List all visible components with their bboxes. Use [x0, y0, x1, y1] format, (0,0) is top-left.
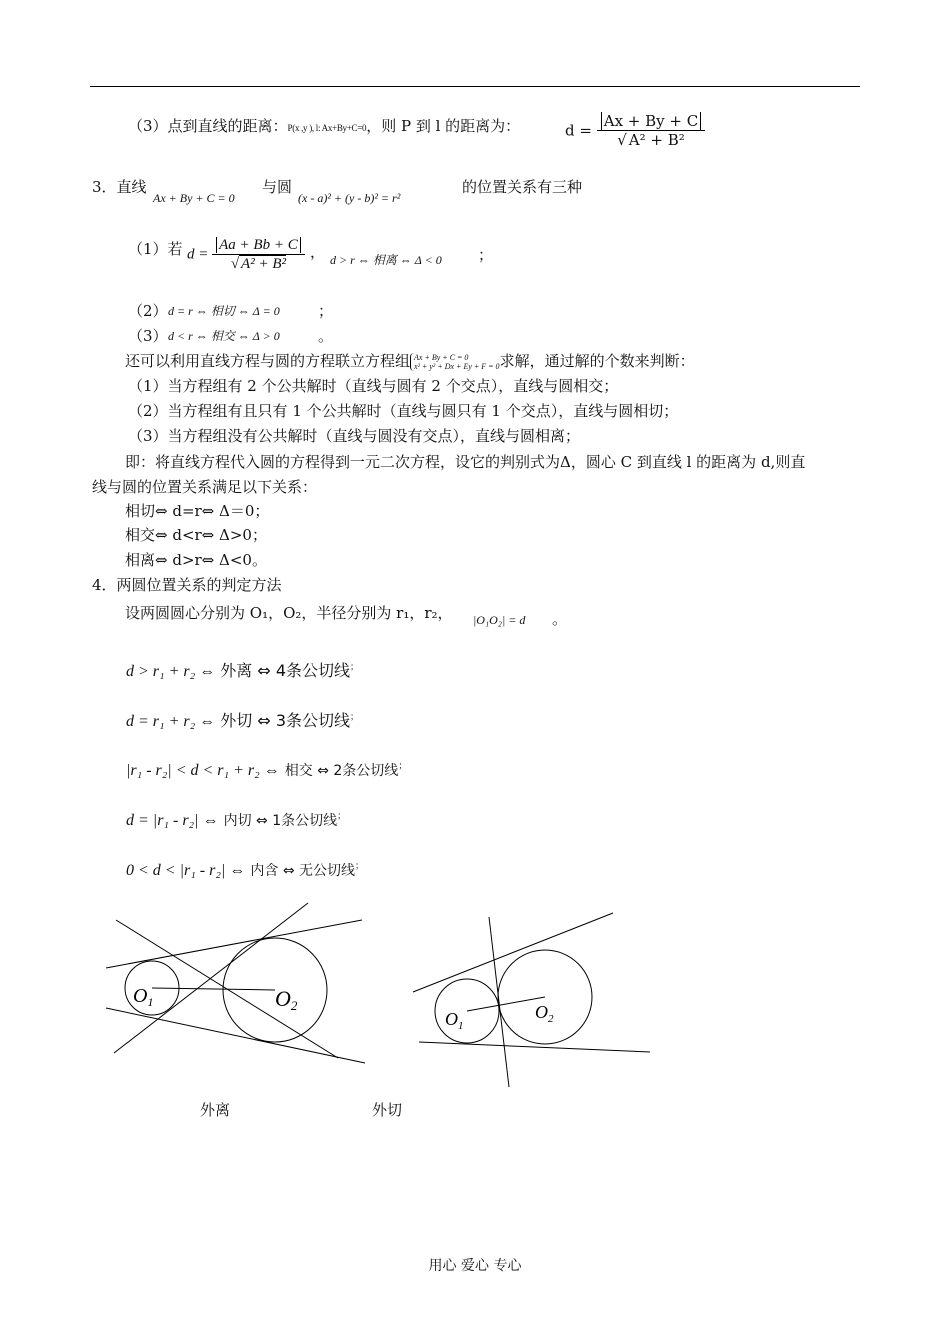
case1-label: （1）若	[128, 240, 183, 258]
section4-title: 4．两圆位置关系的判定方法	[92, 576, 282, 594]
explain-line-1: 即：将直线方程代入圆的方程得到一元二次方程，设它的判别式为Δ，圆心 C 到直线 l 的距离为 d,则直	[125, 453, 806, 471]
circle-rel-text: 内切 ⇔ 1条公切线	[223, 813, 338, 829]
label-o2: O2	[275, 986, 298, 1013]
system-eq1: Ax + By + C = 0	[414, 353, 469, 362]
tangent-line	[116, 920, 338, 1058]
circle-rel-contain	[126, 860, 364, 880]
circle-rel-math: d > r₁ + r₂ ⇔	[126, 663, 216, 680]
case1-end: ；	[478, 246, 494, 264]
rel-item-intersect: 相交⇔ d<r⇔ Δ>0；	[125, 526, 267, 544]
label-o1: $O_1$	[445, 1009, 464, 1032]
circle-rel-end: ；	[337, 811, 347, 822]
section4-eq-end: 。	[552, 610, 568, 628]
system-eq2: x² + y² + Dx + Ey + F = 0	[414, 362, 500, 371]
rel-item-separate: 相离⇔ d>r⇔ Δ<0。	[125, 551, 267, 569]
circle-rel-ext-tangent	[126, 711, 359, 731]
circle-rel-end: ；	[398, 761, 408, 772]
distance-fraction: $\frac{Ax + By + C}{\text{√ A² + B²}}$	[597, 112, 705, 149]
distance-denominator: A² + B²	[628, 131, 685, 149]
center-line	[152, 988, 275, 990]
tangent-line	[489, 917, 509, 1087]
equation-system	[410, 353, 500, 371]
sys-item-1: （1）当方程组有 2 个公共解时（直线与圆有 2 个交点），直线与圆相交；	[128, 377, 619, 395]
page-footer: 用心 爱心 专心	[428, 1258, 522, 1274]
caption-tangent: 外切	[372, 1101, 403, 1119]
line-equation: Ax + By + C = 0	[153, 191, 235, 205]
item3-line	[128, 117, 520, 135]
circle-rel-text: 相交 ⇔ 2条公切线	[284, 763, 399, 779]
case3-relation: d < r ⇔ 相交 ⇔ Δ > 0	[168, 329, 280, 343]
header-rule	[90, 86, 860, 87]
sys-item-2: （2）当方程组有且只有 1 个公共解时（直线与圆只有 1 个交点），直线与圆相切；	[128, 402, 679, 420]
tangent-line	[106, 1008, 365, 1063]
case2-end: ；	[318, 302, 334, 320]
section3-prefix: 3．直线	[92, 178, 147, 196]
label-o1: $O_1$	[133, 985, 154, 1009]
circle-rel-math: d = |r₁ - r₂| ⇔	[126, 812, 219, 829]
explain-line-2: 线与圆的位置关系满足以下关系：	[92, 478, 318, 496]
case1-comma: ，	[310, 243, 326, 261]
system-prefix: 还可以利用直线方程与圆的方程联立方程组	[125, 352, 411, 370]
item3-mid: ，则 P 到 l 的距离为：	[366, 117, 521, 135]
case1-fraction: $\frac{Aa + Bb + C}{\text{√ A² + B²}}$	[212, 236, 305, 273]
circle-rel-text: 内含 ⇔ 无公切线	[250, 863, 356, 879]
circle-rel-text: 外切 ⇔ 3条公切线	[220, 711, 351, 730]
circle-rel-end: ；	[350, 712, 360, 723]
section4-eq: |O₁O₂| = d	[473, 613, 526, 627]
system-suffix: 求解，通过解的个数来判断：	[499, 352, 695, 370]
circle-rel-math: 0 < d < |r₁ - r₂| ⇔	[126, 862, 246, 879]
case3-label: （3）	[128, 327, 168, 345]
case1-numerator: Aa + Bb + C	[216, 237, 301, 253]
section4-intro: 设两圆圆心分别为 O₁，O₂，半径分别为 r₁，r₂，	[125, 604, 453, 622]
section3-suffix: 的位置关系有三种	[462, 178, 583, 196]
case1-relation: d > r ⇔ 相离 ⇔ Δ < 0	[330, 253, 442, 267]
circle-rel-intersect	[126, 760, 407, 780]
circle-rel-end: ；	[355, 861, 365, 872]
case1-denominator: A² + B²	[241, 256, 286, 272]
system-line	[125, 352, 695, 371]
caption-separate: 外离	[200, 1101, 231, 1119]
figure-separate	[100, 898, 375, 1068]
case2-label: （2）	[128, 302, 168, 320]
item3-given: P(x ,y ), l: Ax+By+C=0	[287, 123, 367, 133]
label-o2: $O_2$	[535, 1002, 554, 1025]
circle-rel-int-tangent	[126, 810, 346, 830]
section3-heading	[92, 178, 147, 196]
case2-relation: d = r ⇔ 相切 ⇔ Δ = 0	[168, 304, 280, 318]
distance-formula	[565, 112, 705, 149]
tangent-line	[413, 913, 613, 992]
circle-rel-end: ；	[350, 662, 360, 673]
distance-lhs: d =	[565, 121, 592, 140]
circle-equation: (x - a)² + (y - b)² = r²	[298, 191, 401, 205]
tangent-line	[419, 1042, 650, 1052]
case1-formula	[187, 236, 305, 273]
rel-item-tangent: 相切⇔ d=r⇔ Δ＝0；	[125, 502, 270, 520]
case3-end: 。	[318, 327, 334, 345]
circle-rel-math: |r₁ - r₂| < d < r₁ + r₂ ⇔	[126, 762, 280, 779]
case1-lhs: d =	[187, 246, 209, 263]
distance-numerator: Ax + By + C	[601, 112, 701, 130]
circle-rel-math: d = r₁ + r₂ ⇔	[126, 713, 216, 730]
section3-mid: 与圆	[262, 178, 293, 196]
figure-tangent	[405, 905, 660, 1095]
center-line	[467, 997, 545, 1011]
sys-item-3: （3）当方程组没有公共解时（直线与圆没有交点），直线与圆相离；	[128, 427, 581, 445]
circle-rel-text: 外离 ⇔ 4条公切线	[220, 661, 351, 680]
item3-prefix: （3）点到直线的距离：	[128, 117, 288, 135]
circle-rel-external	[126, 661, 359, 681]
